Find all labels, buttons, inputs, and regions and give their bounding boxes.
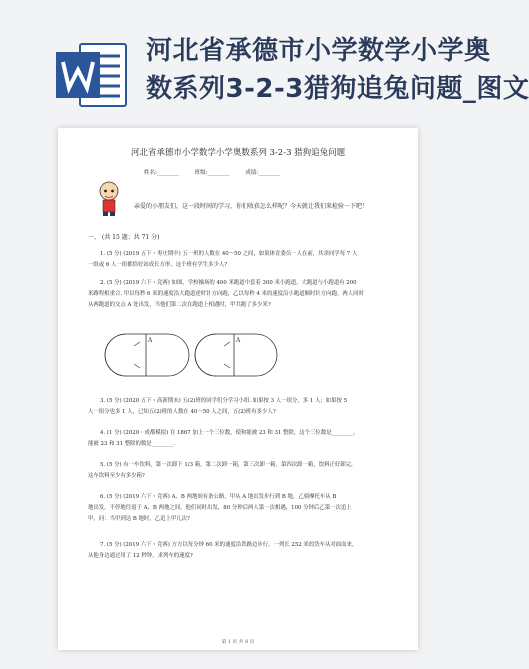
question-line: 6. (5 分) (2019 六下・竞赛) A、B 两地间有条公路，甲从 A 地出发步行到 B 地，乙骑摩托车从 B <box>100 494 337 500</box>
question-4 <box>88 428 400 450</box>
question-line: 从他身边通过用了 12 秒钟，求列车的速度? <box>88 553 193 559</box>
question-line: 米路程相重合. 甲以每秒 6 米的速度沿大跑道逆时针方向跑，乙以每秒 4 米的速度沿小跑道顺时针方向跑，两人同时 <box>88 291 364 297</box>
title-line-1: 河北省承德市小学数学小学奥 <box>146 36 491 66</box>
question-3 <box>88 396 400 418</box>
section-header: 一、 (共 15 题；共 71 分) <box>88 234 160 241</box>
diagram-label-right: A <box>236 337 241 344</box>
question-2 <box>88 278 400 311</box>
student-info-row <box>144 168 294 176</box>
question-1 <box>88 249 400 271</box>
word-icon <box>54 40 128 110</box>
question-line: 地出发，不停地往返于 A、B 两地之间，他们同时出发，80 分钟后两人第一次相遇，100 分钟后乙第一次追上 <box>88 505 352 511</box>
question-line: 2. (5 分) (2019 六下・竞赛) 如图，学校操场的 400 米跑道中套着 300 米小跑道，大跑道与小跑道有 200 <box>100 280 357 286</box>
question-7 <box>88 540 400 562</box>
document-page <box>58 128 418 650</box>
score-field-label: 成绩:________ <box>245 170 281 176</box>
question-line: 1. (5 分) (2019 五下・枣庄期中) 五一班的人数在 40～50 之间，如果体育委员一人在前，其余同学每 7 人 <box>100 251 358 257</box>
question-line: 5. (5 分) 有一车饮料，第一次卸下 1/3 箱，第二次卸一箱，第三次卸一箱，第四次卸一箱，饮料正好卸完， <box>100 462 357 468</box>
class-field-label: 班级:________ <box>194 170 230 176</box>
document-title: 河北省承德市小学数学小学奥数系列 3-2-3 猎狗追兔问题 <box>130 148 346 158</box>
question-line: 3. (5 分) (2020 五下・高新期末) 五(2)班的同学们分学习小组. 如果按 3 人一组分，多 1 人；如果按 5 <box>100 398 348 404</box>
title-line-2: 数系列3-2-3猎狗追兔问题_图文 <box>146 74 529 104</box>
question-line: 一组或 6 人一组都恰好站成长方形，这个班有学生多少人? <box>88 262 228 268</box>
page-footer: 第 1 页 共 8 页 <box>221 640 255 645</box>
question-line: 7. (5 分) (2019 六下・竞赛) 方方以每分钟 60 米的速度沿铁路边步行，一列长 252 米的货车从对面而来， <box>100 542 358 548</box>
diagram-label-left: A <box>148 337 153 344</box>
cartoon-avatar-icon <box>94 178 124 218</box>
name-field-label: 姓名:________ <box>144 170 179 176</box>
question-line: 这车饮料至少有多少箱? <box>88 473 145 479</box>
question-line: 4. (1 分) (2020・成都模拟) 在 1867 加上一个三位数，使和能被 23 和 31 整除，这个三位数是________， <box>100 430 359 436</box>
track-diagram <box>106 330 276 380</box>
question-line: 甲，问：当甲到达 B 地时，乙追上甲几次? <box>88 516 190 522</box>
greeting-text: 亲爱的小朋友们，这一段时间的学习，你们收获怎么样呢？今天就让我们来检验一下吧！ <box>134 203 369 210</box>
question-line: 能被 23 和 31 整除的数是________. <box>88 441 175 447</box>
question-5 <box>88 460 400 482</box>
question-line: 人一组分也多 1 人，已知五(2)班的人数在 40～50 人之间，五(2)班有多少人? <box>88 409 276 415</box>
banner <box>0 0 529 130</box>
question-6 <box>88 492 400 525</box>
page-title <box>146 32 529 108</box>
question-line: 从两跑道的交点 A 处出发，当他们第二次在跑道上相遇时，甲共跑了多少米? <box>88 302 271 308</box>
